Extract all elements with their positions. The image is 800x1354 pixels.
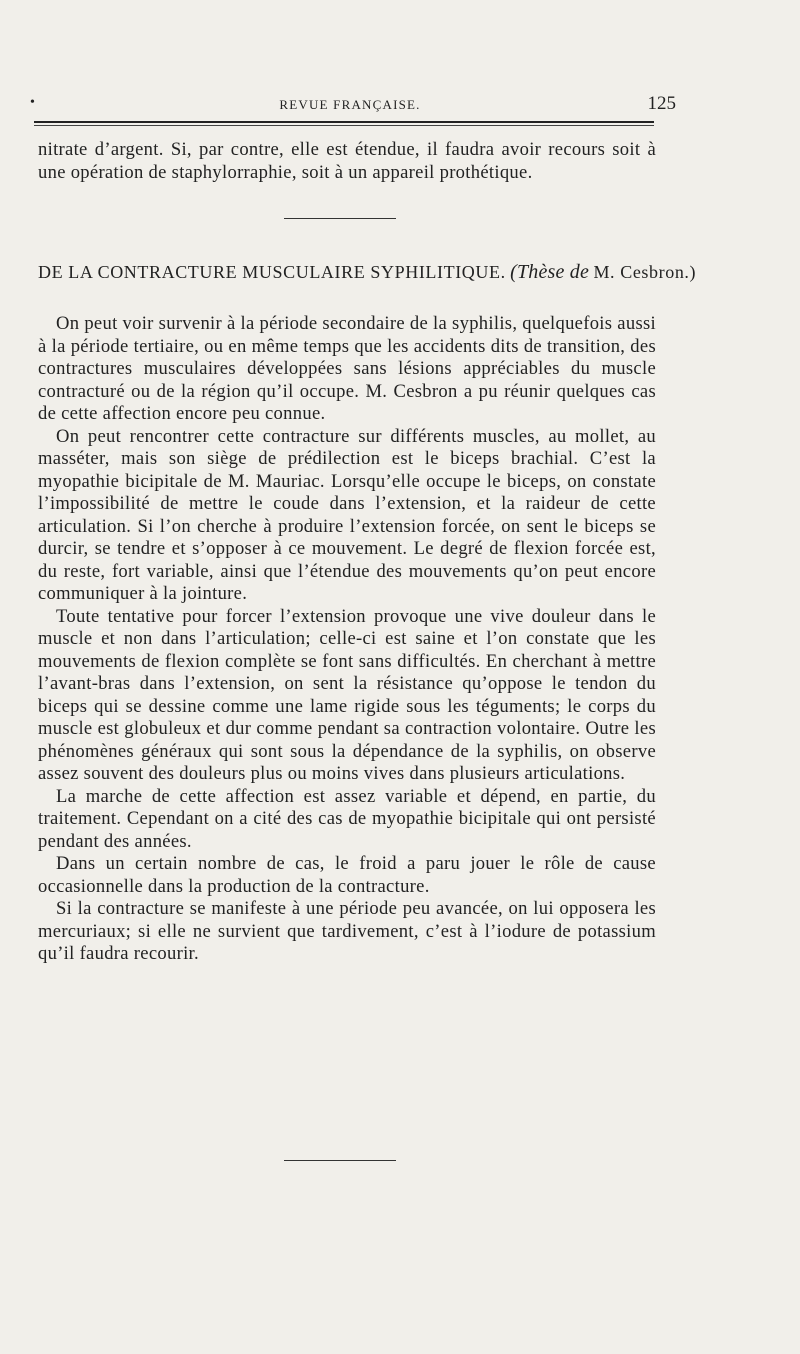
- intro-paragraph: nitrate d’argent. Si, par contre, elle est étendue, il faudra avoir recours soit à une opération de staphylorraphie, soit à un appareil prothétique.: [38, 139, 656, 183]
- paragraph: On peut voir survenir à la période secondaire de la syphilis, quelquefois aussi à la période tertiaire, ou en même temps que les accidents dits de transition, des contractures musculaires développées sans lésions appréciables du muscle contracturé ou de la région qu’il occupe. M. Cesbron a pu réunir quelques cas de cette affection encore peu connue.: [38, 313, 656, 424]
- section-title-open: (: [510, 261, 517, 283]
- running-title: REVUE FRANÇAISE.: [279, 97, 421, 112]
- paragraph: Dans un certain nombre de cas, le froid a paru jouer le rôle de cause occasionnelle dans la production de la contracture.: [38, 853, 656, 897]
- paragraph: Si la contracture se manifeste à une période peu avancée, on lui opposera les mercuriaux; si elle ne survient que tardivement, c’est à l’iodure de potassium qu’il faudra recourir.: [38, 898, 656, 964]
- section-title-prefix: DE LA CONTRACTURE MUSCULAIRE SYPHILITIQUE.: [38, 262, 506, 282]
- paragraph: Toute tentative pour forcer l’extension provoque une vive douleur dans le muscle et non dans l’articulation; celle-ci est saine et l’on constate que les mouvements de flexion complète se font sans difficultés. En cherchant à mettre l’avant-bras dans l’extension, on sent la résistance qu’oppose le tendon du biceps qui se dessine comme une lame rigide sous les téguments; le corps du muscle est globuleux et dur comme pendant sa contraction volontaire. Outre les phénomènes généraux qui sont sous la dépendance de la syphilis, on observe assez souvent des douleurs plus ou moins vives dans plusieurs articulations.: [38, 605, 656, 784]
- end-separator: [284, 1160, 396, 1161]
- header-bullet: •: [30, 95, 35, 110]
- intro-block: [38, 139, 656, 184]
- header-rule: [34, 121, 654, 123]
- section-separator: [284, 218, 396, 219]
- header-rule-thin: [34, 125, 654, 126]
- page-number: 125: [647, 93, 676, 114]
- section-title-italic: Thèse de: [516, 261, 590, 283]
- section-title-close: ): [689, 262, 697, 282]
- section-title-author: M. Cesbron.: [593, 262, 690, 282]
- page-header: [30, 93, 676, 123]
- paragraph: On peut rencontrer cette contracture sur différents muscles, au mollet, au masséter, mais son siège de prédilection est le biceps brachial. C’est la myopathie bicipitale de M. Mauriac. Lorsqu’elle occupe le biceps, on constate l’impossibilité de mettre le coude dans l’extension, et la raideur de cette articulation. Si l’on cherche à produire l’extension forcée, on sent le biceps se durcir, se tendre et s’opposer à ce mouvement. Le degré de flexion forcée est, du reste, fort variable, ainsi que l’étendue des mouvements qu’on peut encore communiquer à la jointure.: [38, 425, 656, 604]
- section-title: [38, 261, 697, 284]
- body-text: [38, 313, 656, 966]
- paragraph: La marche de cette affection est assez variable et dépend, en partie, du traitement. Cependant on a cité des cas de myopathie bicipitale qui ont persisté pendant des années.: [38, 785, 656, 852]
